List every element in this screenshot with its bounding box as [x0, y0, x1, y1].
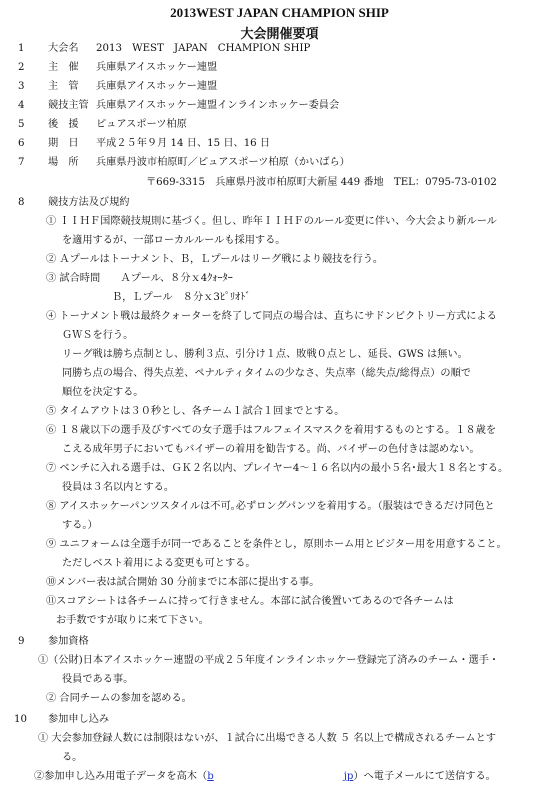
- info-row-label: 主 管: [48, 81, 79, 92]
- section-title: 参加資格: [48, 636, 89, 647]
- section-8-line: ⑦ ベンチに入れる選手は、ＧＫ２名以内、プレイヤー4～１６名以内の最小５名･最大１８名とする。: [46, 463, 509, 474]
- info-row-num: 6: [18, 138, 25, 149]
- document-subtitle: 大会開催要項: [240, 26, 319, 41]
- section-10-line: ① 大会参加登録人数には制限はないが、１試合に出場できる人数 ５ 名以上で構成されるチームとす: [38, 733, 496, 744]
- section-8-line: お手数ですが取りに来て下さい。: [56, 615, 209, 626]
- section-8-line: ⑧ アイスホッケーパンツスタイルは不可｡必ずロングパンツを着用する。（服装はできるだけ同色と: [46, 501, 495, 512]
- section-8-line: を適用するが、一部ローカルルールも採用する。: [62, 235, 286, 246]
- info-row-num: 7: [18, 157, 25, 168]
- section-8-line: ② Ａプールはトーナメント、Ｂ，Ｌプールはリーグ戦により競技を行う。: [46, 254, 384, 265]
- section-8-line: Ｂ，Ｌプール ８分ｘ3ﾋﾟﾘｵﾄﾞ: [112, 292, 251, 303]
- email-link-part-a[interactable]: b: [207, 771, 214, 782]
- info-row-label: 後 援: [48, 119, 79, 130]
- section-title: 参加申し込み: [48, 714, 110, 725]
- section-8-line: 同勝ち点の場合、得失点差、ペナルティタイムの少なさ、失点率（総失点/総得点）の順で: [62, 368, 471, 379]
- email-line-prefix: ②参加申し込み用電子データを高木（: [34, 771, 208, 782]
- info-row-label: 期 日: [48, 138, 79, 149]
- section-num: 9: [18, 636, 25, 647]
- email-link-part-b[interactable]: jp: [343, 771, 354, 782]
- section-8-line: 順位を決定する。: [62, 387, 144, 398]
- document-title: 2013WEST JAPAN CHAMPION SHIP: [170, 5, 389, 20]
- info-row-num: 1: [18, 43, 25, 54]
- venue-address: 〒669-3315 兵庫県丹波市柏原町大新屋 449 番地 TEL：0795-73-0102: [146, 177, 497, 188]
- info-row-value: 兵庫県アイスホッケー連盟: [96, 62, 218, 73]
- section-8-line: ① ＩＩＨＦ国際競技規則に基づく。但し、昨年ＩＩＨＦのルール変更に伴い、今大会より新ルール: [46, 216, 497, 227]
- section-9-line: ①（公財)日本アイスホッケー連盟の平成２５年度インラインホッケー登録完了済みのチーム・選手・: [38, 655, 500, 666]
- info-row-label: 競技主管: [48, 100, 89, 111]
- section-8-line: ④ トーナメント戦は最終クォーターを終了して同点の場合は、直ちにサドンビクトリー方式による: [46, 311, 497, 322]
- section-8-line: ただしベスト着用による変更も可とする。: [62, 558, 256, 569]
- section-8-line: する。）: [62, 520, 98, 531]
- info-row-value: 兵庫県丹波市柏原町／ピュアスポーツ柏原（かいばら）: [96, 157, 350, 168]
- section-8-line: ③ 試合時間 Ａプール、８分ｘ4ｸｫｰﾀｰ: [46, 273, 233, 284]
- section-8-line: ⑩メンバー表は試合開始 30 分前までに本部に提出する事。: [46, 577, 320, 588]
- info-row-value: 平成２５年９月 14 日、15 日、16 日: [96, 138, 271, 149]
- info-row-num: 5: [18, 119, 25, 130]
- section-title: 競技方法及び規約: [48, 197, 130, 208]
- section-8-line: ⑤ タイムアウトは３０秒とし、各チーム１試合１回までとする。: [46, 406, 345, 417]
- info-row-label: 場 所: [48, 157, 79, 168]
- info-row-value: 兵庫県アイスホッケー連盟インラインホッケー委員会: [96, 100, 340, 111]
- info-row-num: 4: [18, 100, 25, 111]
- info-row-label: 大会名: [48, 43, 79, 54]
- section-8-line: ⑪スコアシートは各チームに持って行きません。本部に試合後置いてあるので各チームは: [46, 596, 454, 607]
- section-9-line: 役員である事。: [62, 674, 134, 685]
- info-row-label: 主 催: [48, 62, 79, 73]
- section-8-line: ⑨ ユニフォームは全選手が同一であることを条件とし，原則ホーム用とビジター用を用意すること。: [46, 539, 507, 550]
- section-8-line: こえる成年男子においてもバイザーの着用を勧告する。尚、バイザーの色付きは認めない。: [62, 444, 480, 455]
- email-line-suffix: ）へ電子メールにて送信する。: [353, 771, 496, 782]
- section-10-line: る。: [62, 752, 83, 763]
- section-8-line: 役員は３名以内とする。: [62, 482, 175, 493]
- section-10-email-line: [34, 770, 496, 783]
- info-row-value: ピュアスポーツ柏原: [96, 119, 187, 130]
- section-9-line: ② 合同チームの参加を認める。: [46, 693, 192, 704]
- info-row-value: 兵庫県アイスホッケー連盟: [96, 81, 218, 92]
- section-8-line: リーグ戦は勝ち点制とし、勝利３点、引分け１点、敗戦０点とし、延長、GWS は無い。: [62, 349, 468, 360]
- info-row-num: 2: [18, 62, 25, 73]
- section-8-line: ⑥ １８歳以下の選手及びすべての女子選手はフルフェイスマスクを着用するものとする。１８歳を: [46, 425, 497, 436]
- section-num: 10: [14, 714, 27, 725]
- section-num: 8: [18, 197, 25, 208]
- section-8-line: ＧＷＳを行う。: [62, 330, 134, 341]
- info-row-num: 3: [18, 81, 25, 92]
- info-row-value: 2013 WEST JAPAN CHAMPION SHIP: [96, 43, 311, 54]
